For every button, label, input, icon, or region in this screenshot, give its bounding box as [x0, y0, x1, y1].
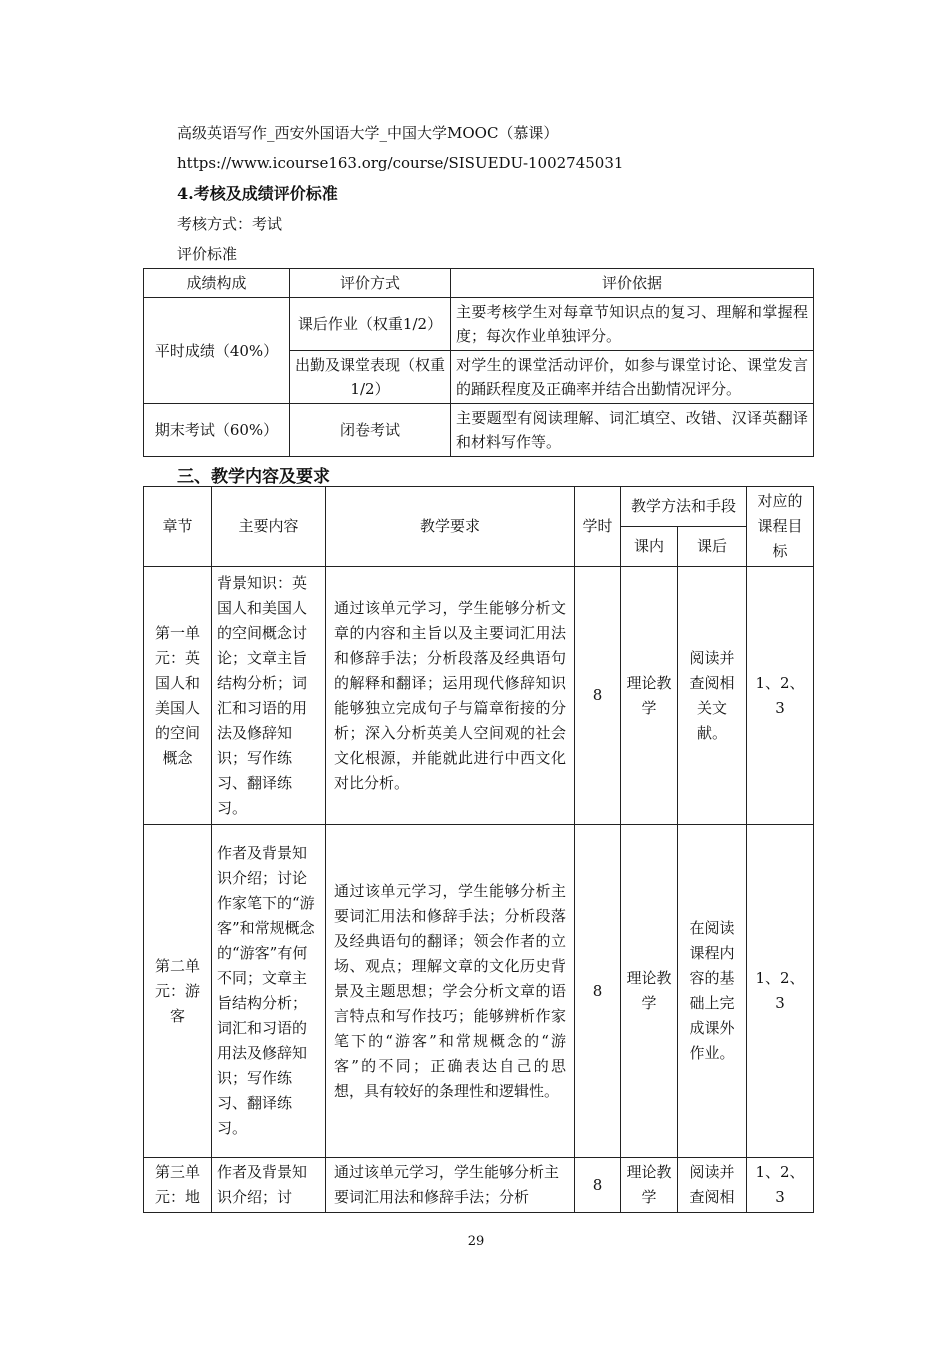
header-methods: 教学方法和手段 — [621, 487, 747, 527]
mooc-url[interactable]: https://www.icourse163.org/course/SISUEDU-1002745031 — [177, 154, 624, 172]
hours-cell: 8 — [575, 1158, 621, 1213]
req-cell: 通过该单元学习，学生能够分析主要词汇用法和修辞手法；分析段落及经典语句的翻译；领会作者的立场、观点；理解文章的文化历史背景及主题思想；学会分析文章的语言特点和写作技巧；能够辨析作家笔下的“游客”和常规概念的“游客”的不同；正确表达自己的思想，具有较好的条理性和逻辑性。 — [326, 825, 575, 1158]
table-header-row — [144, 269, 814, 298]
assessment-method: 考核方式：考试 — [177, 215, 283, 233]
basis-cell: 对学生的课堂活动评价，如参与课堂讨论、课堂发言的踊跃程度及正确率并结合出勤情况评分。 — [451, 351, 814, 404]
hours-cell: 8 — [575, 567, 621, 825]
after-cell: 在阅读课程内容的基础上完成课外作业。 — [678, 825, 747, 1158]
header-cell: 评价依据 — [451, 269, 814, 298]
mooc-title: 高级英语写作_西安外国语大学_中国大学MOOC（慕课） — [177, 124, 559, 142]
hours-cell: 8 — [575, 825, 621, 1158]
header-main: 主要内容 — [212, 487, 326, 567]
after-cell: 阅读并查阅相关文献。 — [678, 567, 747, 825]
table-row — [144, 404, 814, 457]
header-cell: 成绩构成 — [144, 269, 290, 298]
method-cell: 出勤及课堂表现（权重1/2） — [290, 351, 451, 404]
inclass-cell: 理论教学 — [621, 1158, 678, 1213]
table-row — [144, 567, 814, 825]
header-cell: 评价方式 — [290, 269, 451, 298]
goals-cell: 1、2、3 — [747, 1158, 814, 1213]
assessment-heading: 4.考核及成绩评价标准 — [177, 184, 338, 203]
header-req: 教学要求 — [326, 487, 575, 567]
table-row — [144, 298, 814, 351]
chapter-cell: 第三单元：地 — [144, 1158, 212, 1213]
assessment-table — [143, 268, 814, 457]
method-cell: 课后作业（权重1/2） — [290, 298, 451, 351]
table-row — [144, 825, 814, 1158]
component-cell: 期末考试（60%） — [144, 404, 290, 457]
header-hours: 学时 — [575, 487, 621, 567]
header-goals: 对应的课程目标 — [747, 487, 814, 567]
req-cell: 通过该单元学习，学生能够分析主要词汇用法和修辞手法；分析 — [326, 1158, 575, 1213]
chapter-cell: 第一单元：英国人和美国人的空间概念 — [144, 567, 212, 825]
basis-cell: 主要考核学生对每章节知识点的复习、理解和掌握程度；每次作业单独评分。 — [451, 298, 814, 351]
content-table — [143, 486, 814, 1213]
content-heading: 三、教学内容及要求 — [177, 467, 330, 487]
basis-cell: 主要题型有阅读理解、词汇填空、改错、汉译英翻译和材料写作等。 — [451, 404, 814, 457]
criteria-label: 评价标准 — [177, 245, 238, 263]
component-cell: 平时成绩（40%） — [144, 298, 290, 404]
main-cell: 作者及背景知识介绍；讨论作家笔下的“游客”和常规概念的“游客”有何不同；文章主旨结构分析；词汇和习语的用法及修辞知识；写作练习、翻译练习。 — [212, 825, 326, 1158]
inclass-cell: 理论教学 — [621, 825, 678, 1158]
page-number: 29 — [467, 1234, 485, 1249]
after-cell: 阅读并查阅相 — [678, 1158, 747, 1213]
goals-cell: 1、2、3 — [747, 825, 814, 1158]
goals-cell: 1、2、3 — [747, 567, 814, 825]
method-cell: 闭卷考试 — [290, 404, 451, 457]
inclass-cell: 理论教学 — [621, 567, 678, 825]
table-header-row — [144, 487, 814, 527]
header-inclass: 课内 — [621, 527, 678, 567]
req-cell: 通过该单元学习，学生能够分析文章的内容和主旨以及主要词汇用法和修辞手法；分析段落及经典语句的解释和翻译；运用现代修辞知识能够独立完成句子与篇章衔接的分析；深入分析英美人空间观的社会文化根源，并能就此进行中西文化对比分析。 — [326, 567, 575, 825]
chapter-cell: 第二单元：游客 — [144, 825, 212, 1158]
main-cell: 作者及背景知识介绍；讨 — [212, 1158, 326, 1213]
header-chapter: 章节 — [144, 487, 212, 567]
main-cell: 背景知识：英国人和美国人的空间概念讨论；文章主旨结构分析；词汇和习语的用法及修辞知识；写作练习、翻译练习。 — [212, 567, 326, 825]
table-row — [144, 1158, 814, 1213]
header-after: 课后 — [678, 527, 747, 567]
